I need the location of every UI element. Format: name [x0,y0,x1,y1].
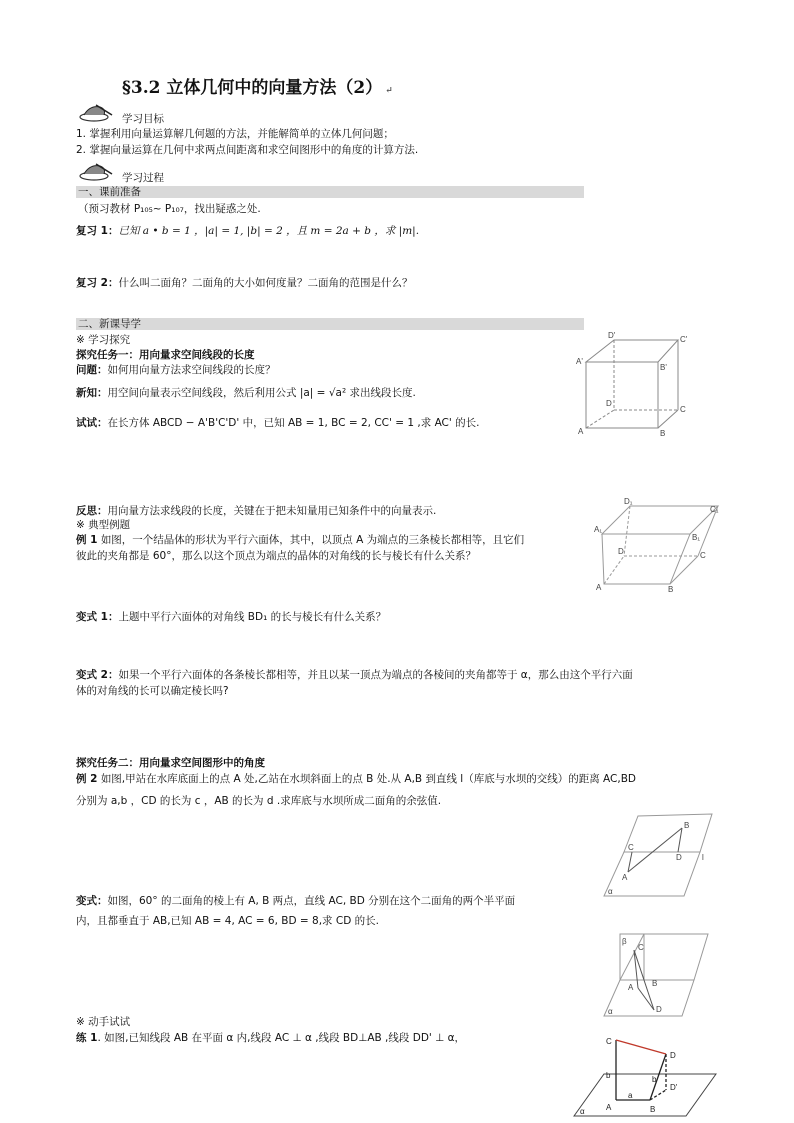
reflection: 反思：用向量方法求线段的长度，关键在于把未知量用已知条件中的向量表示. [76,505,437,517]
task-1-heading: 探究任务一：用向量求空间线段的长度 [76,349,255,361]
svg-text:B₁: B₁ [692,533,701,542]
pen-hand-icon [76,160,116,186]
variant-2-line-2: 体的对角线的长可以确定棱长吗? [76,685,229,697]
svg-text:D': D' [670,1083,678,1092]
process-heading: 学习过程 [122,172,164,184]
svg-text:α: α [608,887,613,896]
variant-3-line-1: 变式：如图，60° 的二面角的棱上有 A, B 两点，直线 AC, BD 分别在这个二面角的两个半平面 [76,895,516,907]
parallelepiped-figure [594,494,724,597]
typical-examples: ※ 典型例题 [76,519,131,531]
svg-text:B': B' [660,363,667,372]
svg-text:A: A [606,1103,612,1112]
task-2-heading: 探究任务二：用向量求空间图形中的角度 [76,757,265,769]
svg-text:C': C' [680,335,688,344]
goal-item-2: 2. 掌握向量运算在几何中求两点间距离和求空间图形中的角度的计算方法. [76,144,419,156]
review-1: 复习 1：已知 a • b = 1 ，|a| = 1, |b| = 2 ，且 m = 2a + b ，求 |m|. [76,225,420,237]
pen-hand-icon [76,101,116,127]
svg-text:l: l [702,853,704,862]
goals-heading: 学习目标 [122,113,164,125]
svg-text:D: D [676,853,682,862]
svg-text:B: B [650,1105,656,1114]
svg-text:β: β [622,937,627,946]
dihedral-figure [598,928,718,1027]
svg-text:C: C [638,943,644,952]
variant-3-line-2: 内，且都垂直于 AB,已知 AB = 4, AC = 6, BD = 8,求 CD 的长. [76,915,379,927]
practice-figure [570,1032,720,1123]
svg-text:D: D [670,1051,676,1060]
svg-text:C: C [606,1037,612,1046]
example-2-line-1: 例 2 如图,甲站在水库底面上的点 A 处,乙站在水坝斜面上的点 B 处.从 A,B 到直线 l（库底与水坝的交线）的距离 AC,BD [76,773,637,785]
question: 问题：如何用向量方法求空间线段的长度？ [76,364,276,376]
svg-text:α: α [608,1007,613,1016]
page-title: §3.2 立体几何中的向量方法（2） ↵ [122,78,393,98]
svg-text:D: D [656,1005,662,1014]
variant-1: 变式 1：上题中平行六面体的对角线 BD₁ 的长与棱长有什么关系？ [76,611,387,623]
svg-text:b: b [606,1071,611,1080]
svg-text:A: A [596,583,602,592]
review-2: 复习 2：什么叫二面角？二面角的大小如何度量？二面角的范围是什么？ [76,277,413,289]
example-1-line-1: 例 1 如图，一个结晶体的形状为平行六面体，其中，以顶点 A 为端点的三条棱长都相等，且它们 [76,534,525,546]
section-2-heading: 二、新课导学 [76,318,584,330]
svg-text:D: D [606,399,612,408]
explore-label: ※ 学习探究 [76,334,131,346]
svg-text:A₁: A₁ [594,525,603,534]
svg-text:D₁: D₁ [624,497,633,506]
variant-2-line-1: 变式 2：如果一个平行六面体的各条棱长都相等，并且以某一顶点为端点的各棱间的夹角都等于 α，那么由这个平行六面 [76,669,633,681]
new-knowledge: 新知：用空间向量表示空间线段，然后利用公式 |a| = √a² 求出线段长度. [76,387,416,399]
svg-text:D: D [618,547,624,556]
dam-figure [598,808,718,907]
cuboid-figure [574,330,694,443]
svg-text:A: A [622,873,628,882]
svg-text:A: A [578,427,584,436]
hands-on-label: ※ 动手试试 [76,1016,131,1028]
try-it: 试试：在长方体 ABCD − A'B'C'D' 中，已知 AB = 1, BC = 2, CC' = 1 ,求 AC' 的长. [76,417,480,429]
svg-text:A': A' [576,357,583,366]
svg-text:a: a [628,1091,633,1100]
svg-text:C: C [628,843,634,852]
section-1-heading: 一、课前准备 [76,186,584,198]
svg-text:B: B [684,821,690,830]
svg-text:A: A [628,983,634,992]
preview-note: （预习教材 P₁₀₅~ P₁₀₇，找出疑惑之处. [78,203,261,215]
cube-label: D' [608,331,616,340]
svg-text:C₁: C₁ [710,505,719,514]
svg-text:C: C [680,405,686,414]
example-1-line-2: 彼此的夹角都是 60°，那么以这个顶点为端点的晶体的对角线的长与棱长有什么关系？ [76,550,476,562]
svg-text:b: b [652,1075,657,1084]
svg-text:B: B [668,585,674,594]
practice-1: 练 1. 如图,已知线段 AB 在平面 α 内,线段 AC ⊥ α ,线段 BD⊥AB ,线段 DD' ⊥ α， [76,1032,466,1044]
svg-text:C: C [700,551,706,560]
goal-item-1: 1. 掌握利用向量运算解几何题的方法，并能解简单的立体几何问题； [76,128,394,140]
svg-text:B: B [652,979,658,988]
example-2-line-2: 分别为 a,b ，CD 的长为 c ，AB 的长为 d .求库底与水坝所成二面角的余弦值. [76,795,442,807]
svg-text:α: α [580,1107,585,1116]
svg-text:B: B [660,429,666,438]
